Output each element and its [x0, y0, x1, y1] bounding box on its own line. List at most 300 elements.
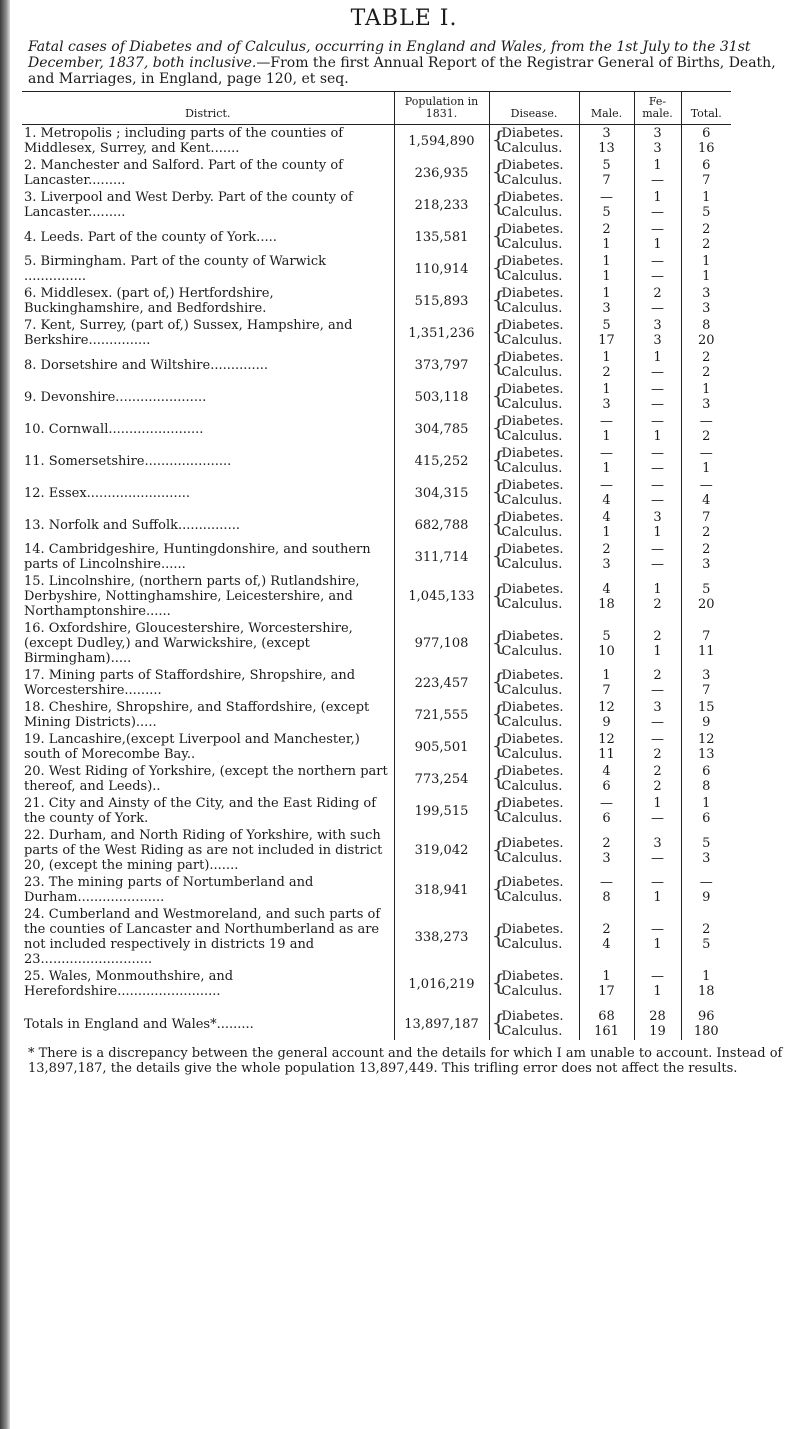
district-row — [22, 573, 731, 620]
district-cell: 18. Cheshire, Shropshire, and Staffordshire, (except Mining Districts)..... — [24, 700, 370, 730]
calculus-count: 11 — [697, 643, 715, 659]
disease-label-diabetes: Diabetes. — [501, 446, 564, 461]
diabetes-count: — — [651, 542, 664, 557]
disease-label-diabetes: Diabetes. — [501, 382, 564, 397]
disease-label-diabetes: Diabetes. — [501, 1009, 564, 1024]
population-cell: 318,941 — [394, 874, 489, 906]
male-count-cell — [579, 509, 634, 541]
district-row — [22, 477, 731, 509]
disease-label-calculus: Calculus. — [501, 365, 563, 380]
female-count-cell — [634, 699, 681, 731]
district-row — [22, 763, 731, 795]
brace-icon: { — [491, 971, 506, 997]
calculus-count: 18 — [697, 984, 715, 999]
calculus-count: 1 — [702, 461, 711, 476]
calculus-count: 1 — [653, 937, 662, 952]
district-row — [22, 667, 731, 699]
female-count-cell — [634, 541, 681, 573]
header-district: District. — [22, 92, 394, 125]
district-cell: 19. Lancashire,(except Liverpool and Manchester,) south of Morecombe Bay.. — [24, 732, 360, 762]
brace-icon: { — [491, 924, 506, 950]
brace-icon: { — [491, 512, 506, 538]
population-cell: 223,457 — [394, 667, 489, 699]
female-count-cell — [634, 795, 681, 827]
disease-label-diabetes: Diabetes. — [501, 414, 564, 429]
district-cell: 6. Middlesex. (part of,) Hertfordshire, Buckinghamshire, and Bedfordshire. — [24, 286, 274, 316]
male-count-cell — [579, 445, 634, 477]
disease-label-calculus: Calculus. — [501, 205, 563, 220]
calculus-count: — — [651, 365, 664, 380]
diabetes-count: 2 — [702, 542, 711, 557]
diabetes-count: — — [699, 875, 713, 890]
total-count-cell — [681, 795, 731, 827]
disease-label-calculus: Calculus. — [501, 461, 563, 476]
calculus-count: 5 — [602, 205, 611, 220]
spacer-cell — [489, 1000, 579, 1008]
diabetes-count: — — [651, 922, 664, 937]
disease-cell — [489, 620, 579, 667]
disease-cell — [489, 157, 579, 189]
calculus-count: 2 — [653, 747, 662, 762]
population-cell: 110,914 — [394, 253, 489, 285]
disease-label-calculus: Calculus. — [501, 937, 563, 952]
population-cell: 1,045,133 — [394, 573, 489, 620]
district-row — [22, 731, 731, 763]
district-row — [22, 157, 731, 189]
diabetes-count: 1 — [602, 254, 611, 269]
footnote: * There is a discrepancy between the general account and the details for which I am unable to account. Instead of 13,897,187, the details give the whole population 13,897,449. This trifling error does not affect the results. — [28, 1046, 783, 1076]
calculus-count: — — [651, 269, 664, 284]
disease-cell — [489, 381, 579, 413]
calculus-count: — — [651, 493, 664, 508]
population-cell: 682,788 — [394, 509, 489, 541]
disease-cell — [489, 253, 579, 285]
calculus-count: 3 — [653, 333, 662, 348]
disease-label-calculus: Calculus. — [501, 237, 563, 252]
brace-icon: { — [491, 448, 506, 474]
diabetes-count: 5 — [602, 158, 611, 173]
disease-label-calculus: Calculus. — [501, 779, 563, 794]
diabetes-count: 5 — [602, 318, 611, 333]
diabetes-count: — — [600, 796, 613, 811]
total-count-cell — [681, 253, 731, 285]
calculus-count: 4 — [702, 493, 711, 508]
disease-label-diabetes: Diabetes. — [501, 922, 564, 937]
district-cell: 8. Dorsetshire and Wiltshire.............. — [24, 357, 269, 373]
disease-label-diabetes: Diabetes. — [501, 318, 564, 333]
calculus-count: 9 — [702, 715, 711, 730]
brace-icon: { — [491, 128, 506, 154]
diabetes-count: — — [600, 446, 613, 461]
calculus-count: 1 — [653, 890, 662, 905]
disease-label-diabetes: Diabetes. — [501, 700, 564, 715]
calculus-count: 3 — [653, 141, 662, 156]
male-count-cell — [579, 477, 634, 509]
district-row — [22, 874, 731, 906]
total-count-cell — [681, 906, 731, 968]
diabetes-count: 3 — [602, 126, 611, 141]
total-count-cell — [681, 509, 731, 541]
calculus-count: 1 — [653, 237, 662, 252]
page-title: TABLE I. — [350, 6, 458, 31]
district-row — [22, 906, 731, 968]
male-count-cell — [579, 221, 634, 253]
district-row — [22, 285, 731, 317]
male-count-cell — [579, 1008, 634, 1040]
calculus-count: 2 — [602, 365, 611, 380]
disease-label-calculus: Calculus. — [501, 141, 563, 156]
spacer-cell — [681, 1000, 731, 1008]
district-cell: 1. Metropolis ; including parts of the counties of Middlesex, Surrey, and Kent....... — [24, 126, 344, 156]
male-count-cell — [579, 573, 634, 620]
male-count-cell — [579, 763, 634, 795]
page — [20, 0, 788, 1076]
calculus-count: 1 — [653, 643, 662, 659]
female-count-cell — [634, 731, 681, 763]
total-count-cell — [681, 1008, 731, 1040]
disease-label-diabetes: Diabetes. — [501, 969, 564, 984]
brace-icon: { — [491, 734, 506, 760]
diabetes-count: 2 — [653, 628, 662, 644]
disease-label-calculus: Calculus. — [501, 301, 563, 316]
calculus-count: 1 — [653, 525, 662, 540]
brace-icon: { — [491, 584, 506, 609]
total-count-cell — [681, 699, 731, 731]
brace-icon: { — [491, 877, 506, 903]
female-count-cell — [634, 413, 681, 445]
population-cell: 13,897,187 — [394, 1008, 489, 1040]
diabetes-count: — — [600, 190, 613, 205]
calculus-count: — — [651, 205, 664, 220]
diabetes-count: — — [651, 446, 664, 461]
diabetes-count: 2 — [602, 835, 611, 851]
calculus-count: 1 — [602, 461, 611, 476]
total-count-cell — [681, 157, 731, 189]
male-count-cell — [579, 699, 634, 731]
diabetes-count: 28 — [649, 1009, 666, 1024]
calculus-count: 3 — [702, 850, 711, 866]
female-count-cell — [634, 509, 681, 541]
district-cell: 12. Essex......................... — [24, 485, 190, 501]
diabetes-count: 1 — [702, 796, 711, 811]
diabetes-count: 12 — [697, 732, 715, 747]
district-row — [22, 620, 731, 667]
diabetes-count: — — [651, 875, 664, 890]
disease-label-calculus: Calculus. — [501, 333, 563, 348]
calculus-count: — — [651, 811, 664, 826]
diabetes-count: 1 — [602, 382, 611, 397]
calculus-count: 4 — [602, 493, 611, 508]
female-count-cell — [634, 874, 681, 906]
disease-label-diabetes: Diabetes. — [501, 668, 564, 683]
spacer-cell — [22, 1000, 394, 1008]
population-cell: 319,042 — [394, 827, 489, 874]
calculus-count: 3 — [602, 557, 611, 572]
calculus-count: 7 — [702, 683, 711, 698]
male-count-cell — [579, 125, 634, 158]
male-count-cell — [579, 667, 634, 699]
totals-spacer — [22, 1000, 731, 1008]
female-count-cell — [634, 221, 681, 253]
total-count-cell — [681, 667, 731, 699]
district-cell: 14. Cambridgeshire, Huntingdonshire, and southern parts of Lincolnshire...... — [24, 542, 371, 572]
disease-label-calculus: Calculus. — [501, 683, 563, 698]
population-cell: 1,016,219 — [394, 968, 489, 1000]
female-count-cell — [634, 285, 681, 317]
calculus-count: 17 — [598, 984, 615, 999]
disease-label-calculus: Calculus. — [501, 984, 563, 999]
total-count-cell — [681, 125, 731, 158]
calculus-count: — — [651, 173, 664, 188]
population-cell: 503,118 — [394, 381, 489, 413]
district-cell: 21. City and Ainsty of the City, and the East Riding of the county of York. — [24, 796, 377, 826]
page-edge-shadow — [0, 0, 10, 1429]
brace-icon: { — [491, 544, 506, 570]
disease-label-diabetes: Diabetes. — [501, 764, 564, 779]
diabetes-count: 1 — [702, 969, 711, 984]
district-cell: 11. Somersetshire..................... — [24, 453, 232, 469]
total-count-cell — [681, 968, 731, 1000]
disease-label-calculus: Calculus. — [501, 557, 563, 572]
brace-icon: { — [491, 160, 506, 186]
diabetes-count: 2 — [653, 286, 662, 301]
disease-cell — [489, 906, 579, 968]
disease-cell — [489, 445, 579, 477]
total-count-cell — [681, 413, 731, 445]
disease-label-diabetes: Diabetes. — [501, 190, 564, 205]
calculus-count: 6 — [602, 779, 611, 794]
district-cell: 23. The mining parts of Nortumberland and Durham..................... — [24, 875, 314, 905]
district-row — [22, 317, 731, 349]
diabetes-count: 1 — [702, 190, 711, 205]
brace-icon: { — [491, 480, 506, 506]
total-count-cell — [681, 763, 731, 795]
calculus-count: 7 — [602, 173, 611, 188]
diabetes-count: 4 — [602, 581, 611, 597]
diabetes-count: 3 — [702, 668, 711, 683]
calculus-count: 1 — [702, 269, 711, 284]
brace-icon: { — [491, 320, 506, 346]
female-count-cell — [634, 317, 681, 349]
disease-cell — [489, 413, 579, 445]
diabetes-count: 7 — [702, 628, 711, 644]
disease-label-diabetes: Diabetes. — [501, 835, 564, 851]
calculus-count: — — [651, 557, 664, 572]
calculus-count: — — [651, 301, 664, 316]
district-cell: 10. Cornwall....................... — [24, 421, 204, 437]
female-count-cell — [634, 906, 681, 968]
calculus-count: 19 — [649, 1024, 666, 1039]
male-count-cell — [579, 906, 634, 968]
male-count-cell — [579, 285, 634, 317]
district-row — [22, 827, 731, 874]
disease-label-calculus: Calculus. — [501, 269, 563, 284]
calculus-count: 2 — [702, 237, 711, 252]
population-cell: 1,594,890 — [394, 125, 489, 158]
diabetes-count: 4 — [602, 764, 611, 779]
population-cell: 338,273 — [394, 906, 489, 968]
district-cell: 13. Norfolk and Suffolk............... — [24, 517, 240, 533]
diabetes-count: — — [651, 254, 664, 269]
caption-italic: Fatal cases of Diabetes and of Calculus, occurring in England and Wales, from the 1st July to the 31st December, 1837, both inclusive. — [28, 39, 751, 71]
total-count-cell — [681, 285, 731, 317]
spacer-cell — [579, 1000, 634, 1008]
diabetes-count: 3 — [653, 700, 662, 715]
diabetes-count: 15 — [697, 700, 715, 715]
male-count-cell — [579, 317, 634, 349]
diabetes-count: — — [651, 222, 664, 237]
diabetes-count: — — [699, 446, 713, 461]
diabetes-count: 3 — [653, 318, 662, 333]
disease-label-diabetes: Diabetes. — [501, 158, 564, 173]
district-row — [22, 699, 731, 731]
district-row — [22, 221, 731, 253]
calculus-count: 3 — [602, 397, 611, 412]
calculus-count: 1 — [653, 429, 662, 444]
district-row — [22, 509, 731, 541]
brace-icon: { — [491, 352, 506, 378]
disease-cell — [489, 1008, 579, 1040]
total-count-cell — [681, 477, 731, 509]
diabetes-count: — — [651, 414, 664, 429]
district-row — [22, 253, 731, 285]
spacer-cell — [634, 1000, 681, 1008]
calculus-count: 20 — [697, 333, 715, 348]
disease-cell — [489, 189, 579, 221]
calculus-count: 2 — [702, 429, 711, 444]
male-count-cell — [579, 874, 634, 906]
disease-label-diabetes: Diabetes. — [501, 628, 564, 644]
disease-cell — [489, 541, 579, 573]
diabetes-table — [22, 91, 731, 1040]
female-count-cell — [634, 667, 681, 699]
diabetes-count: 68 — [598, 1009, 615, 1024]
calculus-count: 5 — [702, 937, 711, 952]
male-count-cell — [579, 157, 634, 189]
diabetes-count: 3 — [653, 835, 662, 851]
total-count-cell — [681, 189, 731, 221]
disease-cell — [489, 125, 579, 158]
disease-label-calculus: Calculus. — [501, 811, 563, 826]
diabetes-count: 2 — [602, 922, 611, 937]
total-count-cell — [681, 620, 731, 667]
district-cell: 7. Kent, Surrey, (part of,) Sussex, Hampshire, and Berkshire............... — [24, 318, 353, 348]
brace-icon: { — [491, 670, 506, 696]
disease-label-diabetes: Diabetes. — [501, 126, 564, 141]
disease-cell — [489, 731, 579, 763]
diabetes-count: — — [600, 478, 613, 493]
brace-icon: { — [491, 631, 506, 656]
disease-cell — [489, 968, 579, 1000]
male-count-cell — [579, 413, 634, 445]
male-count-cell — [579, 827, 634, 874]
population-cell: 373,797 — [394, 349, 489, 381]
total-count-cell — [681, 874, 731, 906]
brace-icon: { — [491, 288, 506, 314]
population-cell: 236,935 — [394, 157, 489, 189]
diabetes-count: 12 — [598, 732, 615, 747]
calculus-count: — — [651, 461, 664, 476]
calculus-count: 6 — [602, 811, 611, 826]
calculus-count: 18 — [598, 596, 615, 612]
diabetes-count: 1 — [653, 158, 662, 173]
diabetes-count: 1 — [653, 581, 662, 597]
disease-label-diabetes: Diabetes. — [501, 478, 564, 493]
female-count-cell — [634, 573, 681, 620]
female-count-cell — [634, 349, 681, 381]
disease-label-diabetes: Diabetes. — [501, 796, 564, 811]
calculus-count: 8 — [602, 890, 611, 905]
total-count-cell — [681, 445, 731, 477]
total-count-cell — [681, 573, 731, 620]
diabetes-count: 5 — [602, 628, 611, 644]
total-count-cell — [681, 317, 731, 349]
diabetes-count: 5 — [702, 581, 711, 597]
population-cell: 311,714 — [394, 541, 489, 573]
population-cell: 515,893 — [394, 285, 489, 317]
calculus-count: 2 — [702, 365, 711, 380]
district-cell: 5. Birmingham. Part of the county of Warwick ............... — [24, 254, 326, 284]
disease-cell — [489, 795, 579, 827]
diabetes-count: 5 — [702, 835, 711, 851]
diabetes-count: 3 — [653, 510, 662, 525]
diabetes-count: 1 — [653, 796, 662, 811]
disease-label-calculus: Calculus. — [501, 397, 563, 412]
calculus-count: 1 — [602, 429, 611, 444]
calculus-count: 6 — [702, 811, 711, 826]
district-row — [22, 349, 731, 381]
district-cell: Totals in England and Wales*......... — [24, 1016, 254, 1032]
diabetes-count: 2 — [653, 764, 662, 779]
disease-label-calculus: Calculus. — [501, 715, 563, 730]
population-cell: 304,315 — [394, 477, 489, 509]
female-count-cell — [634, 1008, 681, 1040]
district-cell: 16. Oxfordshire, Gloucestershire, Worcestershire, (except Dudley,) and Warwickshire, (except Birmingham)..... — [24, 621, 353, 666]
district-cell: 15. Lincolnshire, (northern parts of,) Rutlandshire, Derbyshire, Nottinghamshire, Leicestershire, and Northamptonshire...... — [24, 574, 360, 619]
diabetes-count: 6 — [702, 126, 711, 141]
district-row — [22, 541, 731, 573]
diabetes-count: 6 — [702, 764, 711, 779]
disease-cell — [489, 477, 579, 509]
male-count-cell — [579, 253, 634, 285]
calculus-count: 1 — [602, 237, 611, 252]
female-count-cell — [634, 189, 681, 221]
calculus-count: 3 — [602, 301, 611, 316]
calculus-count: 1 — [602, 269, 611, 284]
diabetes-count: — — [699, 414, 713, 429]
diabetes-count: 2 — [702, 350, 711, 365]
district-row — [22, 795, 731, 827]
disease-cell — [489, 573, 579, 620]
calculus-count: 9 — [702, 890, 711, 905]
population-cell: 977,108 — [394, 620, 489, 667]
calculus-count: 4 — [602, 937, 611, 952]
diabetes-count: — — [600, 875, 613, 890]
district-cell: 25. Wales, Monmouthshire, and Herefordshire......................... — [24, 969, 234, 999]
female-count-cell — [634, 968, 681, 1000]
district-cell: 20. West Riding of Yorkshire, (except the northern part thereof, and Leeds).. — [24, 764, 388, 794]
district-cell: 4. Leeds. Part of the county of York..... — [24, 229, 277, 245]
brace-icon: { — [491, 416, 506, 442]
calculus-count: 180 — [693, 1024, 719, 1039]
male-count-cell — [579, 349, 634, 381]
disease-label-diabetes: Diabetes. — [501, 222, 564, 237]
diabetes-count: 8 — [702, 318, 711, 333]
population-cell: 304,785 — [394, 413, 489, 445]
diabetes-count: — — [651, 969, 664, 984]
calculus-count: 1 — [602, 525, 611, 540]
district-row — [22, 413, 731, 445]
